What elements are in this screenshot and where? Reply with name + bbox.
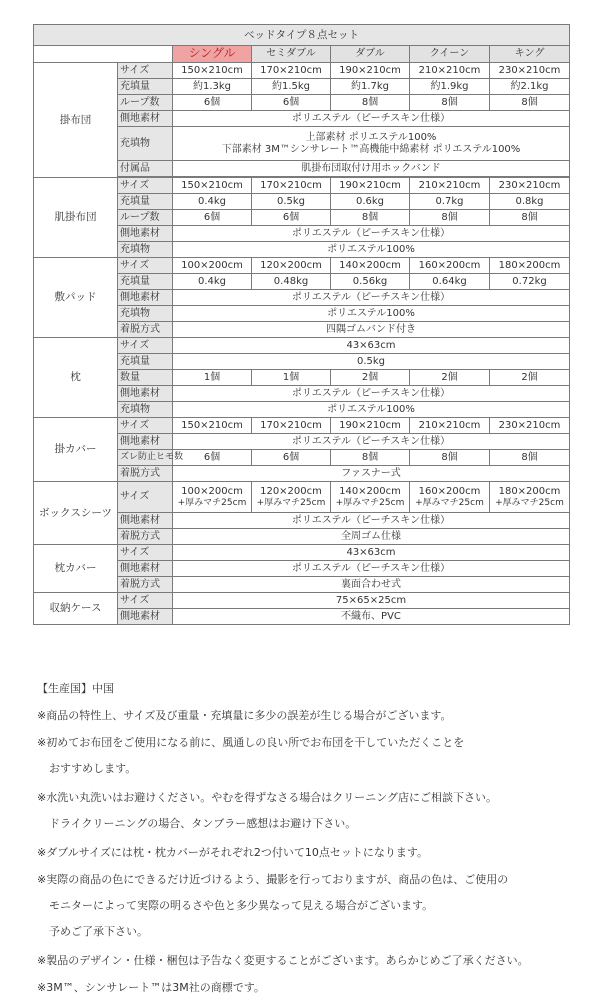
size-header-king: キング	[490, 46, 570, 63]
size-header-queen: クイーン	[410, 46, 490, 63]
table-cell: 0.64kg	[410, 274, 490, 290]
table-cell: 170×210cm	[252, 418, 331, 434]
table-cell: 0.72kg	[490, 274, 570, 290]
row-label: 側地素材	[118, 290, 173, 306]
table-cell: 75×65×25cm	[173, 593, 570, 609]
row-label: 充填物	[118, 127, 173, 161]
table-cell: 160×200cm	[410, 258, 490, 274]
row-label: 充填量	[118, 274, 173, 290]
table-cell: 8個	[490, 95, 570, 111]
row-label: 付属品	[118, 161, 173, 177]
table-cell: 8個	[410, 210, 490, 226]
table-cell: ポリエステル（ピーチスキン仕様）	[173, 290, 570, 306]
row-label: ループ数	[118, 95, 173, 111]
table-cell: ポリエステル100%	[173, 306, 570, 322]
table-cell: 210×210cm	[410, 418, 490, 434]
table-cell: 8個	[331, 210, 410, 226]
row-label: 充填物	[118, 242, 173, 258]
table-cell: ポリエステル100%	[173, 242, 570, 258]
table-cell: 210×210cm	[410, 178, 490, 194]
row-label: 着脱方式	[118, 577, 173, 593]
category-hadakake: 肌掛布団	[34, 178, 118, 258]
table-cell: 230×210cm	[490, 178, 570, 194]
row-label: サイズ	[118, 258, 173, 274]
table-cell: ポリエステル（ピーチスキン仕様）	[173, 513, 570, 529]
row-label: 側地素材	[118, 609, 173, 625]
row-label: サイズ	[118, 63, 173, 79]
table-cell: ポリエステル（ピーチスキン仕様）	[173, 386, 570, 402]
table-cell: 1個	[173, 370, 252, 386]
table-cell: 170×210cm	[252, 178, 331, 194]
category-case: 収納ケース	[34, 593, 118, 625]
table-cell: 不織布、PVC	[173, 609, 570, 625]
category-cover: 掛カバー	[34, 418, 118, 482]
row-label: 充填量	[118, 194, 173, 210]
table-cell: 四隅ゴムバンド付き	[173, 322, 570, 338]
table-cell: 150×210cm	[173, 63, 252, 79]
table-cell: 190×210cm	[331, 418, 410, 434]
note-6: ※製品のデザイン・仕様・梱包は予告なく変更することがございます。あらかじめご了承ください。	[37, 954, 529, 967]
row-label: 側地素材	[118, 226, 173, 242]
table-cell: ポリエステル（ピーチスキン仕様）	[173, 111, 570, 127]
size-header-semidouble: セミダブル	[252, 46, 331, 63]
row-label: 充填物	[118, 306, 173, 322]
table-cell: 0.7kg	[410, 194, 490, 210]
table-cell: ファスナー式	[173, 466, 570, 482]
row-label: 充填量	[118, 354, 173, 370]
row-label: サイズ	[118, 593, 173, 609]
row-label: サイズ	[118, 418, 173, 434]
table-cell: 150×210cm	[173, 178, 252, 194]
row-label: 側地素材	[118, 513, 173, 529]
notes	[37, 681, 587, 1007]
row-label: サイズ	[118, 338, 173, 354]
row-label: 側地素材	[118, 111, 173, 127]
note-1: ※商品の特性上、サイズ及び重量・充填量に多少の誤差が生じる場合がございます。	[37, 709, 452, 722]
table-cell: 6個	[252, 210, 331, 226]
size-header-single: シングル	[173, 46, 252, 63]
note-4: ※ダブルサイズには枕・枕カバーがそれぞれ2つ付いて10点セットになります。	[37, 846, 429, 859]
table-cell: ポリエステル（ピーチスキン仕様）	[173, 434, 570, 450]
table-cell: 6個	[173, 95, 252, 111]
note-5: ※実際の商品の色にできるだけ近づけるよう、撮影を行っておりますが、商品の色は、ご使用の モニターによって実際の明るさや色と多少異なって見える場合がございます。 予めご了承下さい。	[37, 873, 509, 938]
table-cell: ポリエステル（ピーチスキン仕様）	[173, 561, 570, 577]
table-cell: 2個	[410, 370, 490, 386]
table-cell: 約1.3kg	[173, 79, 252, 95]
table-cell: 180×200cm +厚みマチ25cm	[490, 482, 570, 513]
table-cell: 120×200cm	[252, 258, 331, 274]
table-cell: 190×210cm	[331, 178, 410, 194]
table-cell: 肌掛布団取付け用ホックバンド	[173, 161, 570, 177]
table-cell: 約1.5kg	[252, 79, 331, 95]
table-cell: 6個	[252, 95, 331, 111]
category-sheet: ボックスシーツ	[34, 482, 118, 545]
table-cell: 6個	[173, 450, 252, 466]
table-cell: 230×210cm	[490, 63, 570, 79]
table-cell: 8個	[331, 95, 410, 111]
table-title: ベッドタイプ８点セット	[34, 25, 570, 46]
table-cell: 8個	[410, 95, 490, 111]
row-label: 充填量	[118, 79, 173, 95]
spec-table	[33, 24, 570, 625]
row-label: 着脱方式	[118, 322, 173, 338]
size-header-double: ダブル	[331, 46, 410, 63]
row-label: サイズ	[118, 545, 173, 561]
table-cell: 120×200cm +厚みマチ25cm	[252, 482, 331, 513]
table-cell: 約1.7kg	[331, 79, 410, 95]
note-origin: 【生産国】中国	[37, 682, 114, 695]
table-cell: 0.48kg	[252, 274, 331, 290]
table-cell: 140×200cm +厚みマチ25cm	[331, 482, 410, 513]
filler-top: 上部素材 ポリエステル100%	[305, 132, 437, 143]
table-cell: 0.56kg	[331, 274, 410, 290]
row-label: 側地素材	[118, 561, 173, 577]
row-label: 着脱方式	[118, 466, 173, 482]
row-label: 側地素材	[118, 434, 173, 450]
filler-bottom: 下部素材 3M™シンサレート™高機能中綿素材 ポリエステル100%	[221, 143, 521, 155]
row-label: ループ数	[118, 210, 173, 226]
table-cell: 100×200cm	[173, 258, 252, 274]
table-cell: 0.5kg	[173, 354, 570, 370]
table-cell: 6個	[252, 450, 331, 466]
table-cell: ポリエステル（ピーチスキン仕様）	[173, 226, 570, 242]
category-kakefuton: 掛布団	[34, 63, 118, 178]
table-cell: 約2.1kg	[490, 79, 570, 95]
table-cell: 裏面合わせ式	[173, 577, 570, 593]
category-pillowcover: 枕カバー	[34, 545, 118, 593]
table-cell: 210×210cm	[410, 63, 490, 79]
table-cell: 2個	[490, 370, 570, 386]
table-cell: 6個	[173, 210, 252, 226]
table-cell: 8個	[490, 450, 570, 466]
table-cell: 0.4kg	[173, 194, 252, 210]
row-label: ズレ防止ヒモ数	[118, 450, 173, 466]
row-label: 充填物	[118, 402, 173, 418]
row-label: 側地素材	[118, 386, 173, 402]
row-label: 数量	[118, 370, 173, 386]
note-3: ※水洗い丸洗いはお避けください。やむを得ずなさる場合はクリーニング店にご相談下さい。 ドライクリーニングの場合、タンブラー感想はお避け下さい。	[37, 791, 497, 830]
table-cell: 1個	[252, 370, 331, 386]
table-cell: 190×210cm	[331, 63, 410, 79]
table-cell: ポリエステル100%	[173, 402, 570, 418]
row-label: サイズ	[118, 178, 173, 194]
table-cell: 0.6kg	[331, 194, 410, 210]
table-cell: 全周ゴム仕様	[173, 529, 570, 545]
category-pad: 敷パッド	[34, 258, 118, 338]
table-cell: 0.8kg	[490, 194, 570, 210]
table-cell: 0.4kg	[173, 274, 252, 290]
table-cell: 180×200cm	[490, 258, 570, 274]
table-cell	[173, 127, 570, 161]
table-cell: 100×200cm +厚みマチ25cm	[173, 482, 252, 513]
table-cell: 160×200cm +厚みマチ25cm	[410, 482, 490, 513]
table-cell: 8個	[490, 210, 570, 226]
table-cell: 230×210cm	[490, 418, 570, 434]
table-cell: 8個	[331, 450, 410, 466]
table-cell: 約1.9kg	[410, 79, 490, 95]
table-cell: 150×210cm	[173, 418, 252, 434]
table-cell: 170×210cm	[252, 63, 331, 79]
row-label: 着脱方式	[118, 529, 173, 545]
table-cell: 2個	[331, 370, 410, 386]
table-cell: 140×200cm	[331, 258, 410, 274]
table-cell: 43×63cm	[173, 338, 570, 354]
note-2: ※初めてお布団をご使用になる前に、風通しの良い所でお布団を干していただくことを おすすめします。	[37, 736, 465, 775]
table-cell: 8個	[410, 450, 490, 466]
table-cell: 43×63cm	[173, 545, 570, 561]
table-cell: 0.5kg	[252, 194, 331, 210]
category-pillow: 枕	[34, 338, 118, 418]
note-7: ※3M™、シンサレート™は3M社の商標です。	[37, 981, 265, 994]
row-label: サイズ	[118, 482, 173, 513]
